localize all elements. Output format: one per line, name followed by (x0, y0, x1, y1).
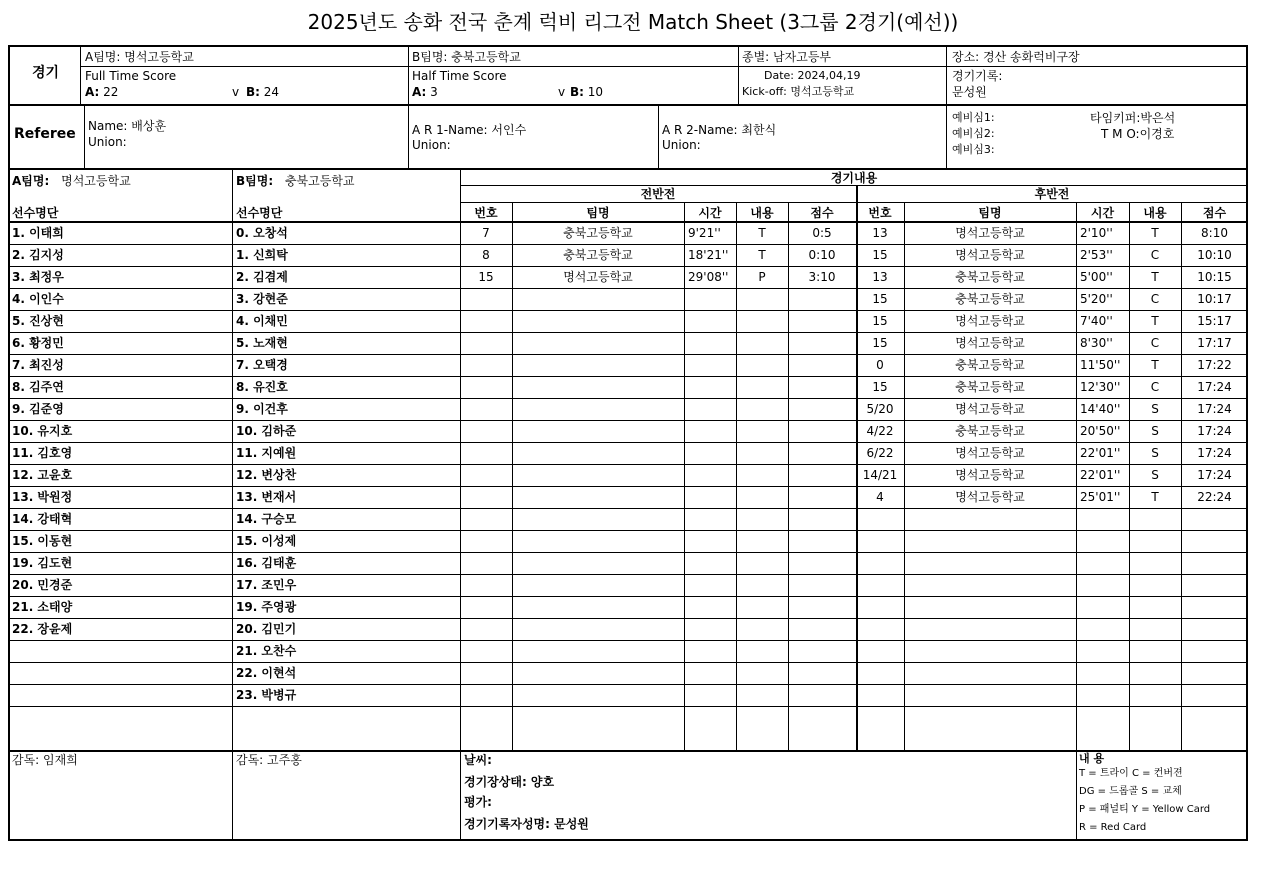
full-a-value: 22 (103, 85, 119, 99)
second-half-cell: 14/21 (862, 468, 898, 482)
table-row (10, 266, 1250, 288)
team-b-player: 3. 강현준 (236, 292, 288, 306)
table-row (10, 684, 1250, 706)
divider (10, 442, 1248, 443)
second-half-cell: T (1151, 270, 1159, 284)
second-half-cell: 명석고등학교 (955, 314, 1025, 328)
divider (1076, 202, 1077, 841)
team-b-player: 15. 이성제 (236, 534, 297, 548)
legend-line: R = Red Card (1079, 822, 1147, 833)
referee-union: Union: (88, 135, 127, 149)
table-row (10, 420, 1250, 442)
divider (10, 168, 1248, 170)
divider (232, 168, 233, 841)
first-half-cell: 0:10 (808, 248, 836, 262)
divider (946, 47, 947, 168)
second-half-cell: 13 (872, 270, 888, 284)
divider (10, 464, 1248, 465)
first-half-col-header: 번호 (474, 206, 498, 220)
first-half-cell: 3:10 (808, 270, 836, 284)
team-a-player: 3. 최정우 (12, 270, 64, 284)
divider (10, 104, 1248, 106)
team-a-player: 6. 황정민 (12, 336, 64, 350)
legend-title: 내 용 (1079, 752, 1105, 765)
full-time-a (85, 85, 118, 99)
table-row (10, 464, 1250, 486)
first-half-cell: 7 (482, 226, 490, 240)
table-row (10, 662, 1250, 684)
team-a-player: 8. 김주연 (12, 380, 64, 394)
team-a-player: 11. 김호영 (12, 446, 73, 460)
players-header-b: 선수명단 (236, 206, 283, 220)
second-half-cell: 17:24 (1197, 380, 1232, 394)
second-half-cell: 17:24 (1197, 468, 1232, 482)
divider (684, 202, 685, 751)
table-row (10, 596, 1250, 618)
second-half-cell: 충북고등학교 (955, 424, 1025, 438)
timekeeper: 타임키퍼:박은석 (1090, 111, 1176, 125)
second-half-cell: T (1151, 358, 1159, 372)
second-half-cell: S (1151, 468, 1159, 482)
half-b-value: 10 (587, 85, 604, 99)
team-b-player: 5. 노재현 (236, 336, 288, 350)
half-time-a (412, 85, 438, 99)
first-half-cell: 충북고등학교 (563, 248, 633, 262)
table-row (10, 574, 1250, 596)
first-half-cell: P (758, 270, 766, 284)
full-b-value: 24 (263, 85, 280, 99)
divider (10, 376, 1248, 377)
team-a-player: 19. 김도현 (12, 556, 73, 570)
second-half-cell: 명석고등학교 (955, 468, 1025, 482)
divider (10, 310, 1248, 311)
first-half-cell: T (758, 226, 766, 240)
second-half-cell: 2'10'' (1080, 226, 1113, 240)
ar1-name: A R 1-Name: 서인수 (412, 123, 527, 137)
second-half-cell: 14'40'' (1080, 402, 1121, 416)
team-b-player: 11. 지예원 (236, 446, 297, 460)
team-b-player: 4. 이채민 (236, 314, 288, 328)
tmo: T M O:이경호 (1101, 127, 1175, 141)
team-b-player: 7. 오택경 (236, 358, 288, 372)
category: 종별: 남자고등부 (742, 50, 832, 64)
team-b-player: 0. 오창석 (236, 226, 288, 240)
divider (658, 104, 659, 168)
second-half-cell: 명석고등학교 (955, 336, 1025, 350)
divider (788, 202, 789, 751)
table-row (10, 618, 1250, 640)
team-a-player: 9. 김준영 (12, 402, 64, 416)
second-half-cell: 5'20'' (1080, 292, 1113, 306)
field-condition: 경기장상태: 양호 (464, 775, 555, 789)
second-half-cell: 15 (872, 248, 888, 262)
second-half-col-header: 번호 (868, 206, 892, 220)
table-row (10, 486, 1250, 508)
venue: 장소: 경산 송화럭비구장 (952, 50, 1080, 64)
team-b-player: 21. 오찬수 (236, 644, 297, 658)
divider (10, 266, 1248, 267)
divider (738, 47, 739, 104)
table-row (10, 706, 1250, 728)
first-half-cell: 9'21'' (688, 226, 721, 240)
first-half-label: 전반전 (640, 187, 676, 201)
second-half-cell: 17:17 (1197, 336, 1232, 350)
second-half-cell: T (1151, 226, 1159, 240)
table-row (10, 508, 1250, 530)
second-half-cell: 충북고등학교 (955, 270, 1025, 284)
team-a-player: 20. 민경준 (12, 578, 73, 592)
divider (460, 185, 1248, 186)
reserve-2: 예비심2: (952, 127, 995, 140)
divider (84, 104, 85, 168)
team-a-player: 21. 소태양 (12, 600, 73, 614)
team-a-player: 7. 최진성 (12, 358, 64, 372)
table-row (10, 288, 1250, 310)
full-v: v (232, 85, 240, 99)
table-row (10, 552, 1250, 574)
divider (1129, 202, 1130, 751)
legend-line: DG = 드롭골 S = 교체 (1079, 786, 1182, 797)
divider (736, 202, 737, 751)
half-time-label: Half Time Score (412, 69, 507, 83)
team-a-player: 15. 이동현 (12, 534, 73, 548)
kickoff: Kick-off: 명석고등학교 (742, 85, 855, 98)
second-half-cell: 22:24 (1197, 490, 1232, 504)
coach-b: 감독: 고주홍 (236, 753, 302, 767)
team-a-player: 12. 고윤호 (12, 468, 73, 482)
divider (856, 185, 858, 751)
second-half-cell: 충북고등학교 (955, 292, 1025, 306)
second-half-cell: C (1150, 380, 1160, 394)
full-b-label: B: (246, 85, 260, 99)
second-half-cell: T (1151, 490, 1159, 504)
team-b-player: 19. 주영광 (236, 600, 297, 614)
team-b-name: B팀명: 충북고등학교 (412, 50, 521, 64)
recorder-sign: 경기기록자성명: 문성원 (464, 817, 589, 831)
second-half-cell: 12'30'' (1080, 380, 1121, 394)
divider (10, 574, 1248, 575)
table-row (10, 244, 1250, 266)
ar2-union: Union: (662, 138, 701, 152)
second-half-cell: 10:15 (1197, 270, 1232, 284)
table-row (10, 398, 1250, 420)
team-b-player: 1. 신희탁 (236, 248, 288, 262)
lineup-team-a (12, 174, 131, 188)
second-half-cell: 8'30'' (1080, 336, 1113, 350)
team-a-player (10, 684, 232, 706)
team-b-player: 12. 변상찬 (236, 468, 297, 482)
full-time-label: Full Time Score (85, 69, 177, 83)
second-half-cell: 7'40'' (1080, 314, 1113, 328)
table-row (10, 376, 1250, 398)
second-half-cell: 15 (872, 314, 888, 328)
first-half-cell: 15 (478, 270, 494, 284)
match-date: Date: 2024,04,19 (764, 69, 861, 82)
match-content-title: 경기내용 (830, 171, 878, 185)
half-a-label: A: (412, 85, 427, 99)
second-half-cell: 4 (876, 490, 884, 504)
divider (10, 750, 1248, 752)
divider (408, 47, 409, 104)
divider (10, 486, 1248, 487)
second-half-cell: 0 (876, 358, 884, 372)
first-half-col-header: 점수 (810, 206, 834, 220)
second-half-col-header: 내용 (1143, 206, 1167, 220)
second-half-col-header: 시간 (1090, 206, 1115, 220)
second-half-cell: 충북고등학교 (955, 380, 1025, 394)
second-half-cell: 15 (872, 336, 888, 350)
second-half-cell: 25'01'' (1080, 490, 1121, 504)
second-half-cell: T (1151, 314, 1159, 328)
second-half-cell: 17:24 (1197, 424, 1232, 438)
divider (10, 662, 1248, 663)
divider (10, 640, 1248, 641)
second-half-cell: 22'01'' (1080, 446, 1121, 460)
second-half-label: 후반전 (1034, 187, 1070, 201)
coach-a: 감독: 임재희 (12, 753, 78, 767)
legend-line: P = 패널티 Y = Yellow Card (1079, 804, 1211, 815)
match-sheet (8, 45, 1248, 841)
divider (80, 47, 81, 104)
second-half-col-header: 팀명 (978, 206, 1002, 220)
referee-name: Name: 배상훈 (88, 119, 167, 133)
first-half-cell: 8 (482, 248, 490, 262)
team-a-player: 4. 이인수 (12, 292, 64, 306)
reserve-1: 예비심1: (952, 111, 995, 124)
second-half-cell: 8:10 (1201, 226, 1228, 240)
second-half-cell: 명석고등학교 (955, 490, 1025, 504)
second-half-cell: 명석고등학교 (955, 446, 1025, 460)
divider (10, 552, 1248, 553)
second-half-cell: 5'00'' (1080, 270, 1113, 284)
team-a-player (10, 640, 232, 662)
team-a-player: 22. 장윤제 (12, 622, 73, 636)
first-half-cell: 명석고등학교 (563, 270, 633, 284)
lineup-team-a-name: 명석고등학교 (61, 174, 131, 188)
divider (10, 508, 1248, 509)
half-time-b (570, 85, 603, 99)
ar2-name: A R 2-Name: 최한식 (662, 123, 777, 137)
divider (460, 168, 461, 841)
second-half-cell: 17:22 (1197, 358, 1232, 372)
team-b-player: 9. 이건후 (236, 402, 288, 416)
lineup-team-b (236, 174, 355, 188)
second-half-cell: C (1150, 292, 1160, 306)
team-b-player: 17. 조민우 (236, 578, 297, 592)
half-v: v (558, 85, 566, 99)
second-half-cell: 22'01'' (1080, 468, 1121, 482)
referee-label: Referee (14, 126, 76, 142)
second-half-cell: 충북고등학교 (955, 358, 1025, 372)
players-header-a: 선수명단 (12, 206, 59, 220)
full-time-b (246, 85, 279, 99)
weather: 날씨: (464, 753, 492, 767)
team-b-player: 13. 변재서 (236, 490, 297, 504)
second-half-cell: 15:17 (1197, 314, 1232, 328)
team-b-player: 22. 이현석 (236, 666, 297, 680)
team-a-player: 10. 유지호 (12, 424, 73, 438)
second-half-cell: C (1150, 336, 1160, 350)
divider (10, 596, 1248, 597)
second-half-cell: 4/22 (866, 424, 894, 438)
second-half-cell: 17:24 (1197, 446, 1232, 460)
team-b-player: 20. 김민기 (236, 622, 297, 636)
divider (904, 202, 905, 751)
divider (512, 202, 513, 751)
team-b-player: 2. 김겸제 (236, 270, 288, 284)
second-half-cell: 10:17 (1197, 292, 1232, 306)
full-a-label: A: (85, 85, 100, 99)
team-a-player: 14. 강태혁 (12, 512, 73, 526)
reserve-3: 예비심3: (952, 143, 995, 156)
divider (10, 684, 1248, 685)
table-row (10, 222, 1250, 244)
table-row (10, 640, 1250, 662)
second-half-cell: 5/20 (866, 402, 894, 416)
second-half-cell: S (1151, 446, 1159, 460)
second-half-cell: 13 (872, 226, 888, 240)
second-half-cell: 17:24 (1197, 402, 1232, 416)
second-half-cell: S (1151, 424, 1159, 438)
second-half-cell: 15 (872, 292, 888, 306)
match-label: 경기 (32, 65, 60, 81)
team-a-player: 5. 진상현 (12, 314, 64, 328)
divider (10, 420, 1248, 421)
team-b-player: 16. 김태훈 (236, 556, 297, 570)
second-half-cell: 명석고등학교 (955, 226, 1025, 240)
team-a-player: 2. 김지성 (12, 248, 64, 262)
team-b-player: 8. 유진호 (236, 380, 288, 394)
first-half-col-header: 팀명 (586, 206, 610, 220)
team-a-name: A팀명: 명석고등학교 (85, 50, 194, 64)
second-half-cell: C (1150, 248, 1160, 262)
second-half-cell: S (1151, 402, 1159, 416)
second-half-cell: 명석고등학교 (955, 248, 1025, 262)
divider (10, 530, 1248, 531)
ar1-union: Union: (412, 138, 451, 152)
first-half-cell: T (758, 248, 766, 262)
table-row (10, 530, 1250, 552)
divider (408, 104, 409, 168)
team-a-player: 13. 박원정 (12, 490, 73, 504)
team-b-player: 23. 박병규 (236, 688, 297, 702)
divider (10, 244, 1248, 245)
divider (10, 706, 1248, 707)
team-a-player (10, 706, 232, 728)
divider (1181, 202, 1182, 751)
table-row (10, 354, 1250, 376)
half-a-value: 3 (430, 85, 438, 99)
divider (10, 354, 1248, 355)
lineup-team-a-label: A팀명: (12, 174, 50, 188)
second-half-cell: 11'50'' (1080, 358, 1121, 372)
lineup-team-b-name: 충북고등학교 (284, 174, 355, 188)
divider (10, 618, 1248, 619)
first-half-col-header: 내용 (750, 206, 774, 220)
table-row (10, 442, 1250, 464)
first-half-cell: 0:5 (812, 226, 832, 240)
second-half-cell: 2'53'' (1080, 248, 1113, 262)
legend-line: T = 트라이 C = 컨버젼 (1079, 768, 1183, 779)
divider (10, 398, 1248, 399)
team-b-player (234, 706, 460, 728)
team-a-player: 1. 이태희 (12, 226, 64, 240)
divider (10, 332, 1248, 333)
divider (10, 288, 1248, 289)
recorder: 문성원 (952, 85, 987, 99)
team-b-player: 14. 구승모 (236, 512, 297, 526)
table-row (10, 310, 1250, 332)
first-half-cell: 충북고등학교 (563, 226, 633, 240)
page-title: 2025년도 송화 전국 춘계 럭비 리그전 Match Sheet (3그룹 2경기(예선)) (307, 10, 959, 34)
team-a-player (10, 662, 232, 684)
second-half-cell: 15 (872, 380, 888, 394)
second-half-cell: 20'50'' (1080, 424, 1121, 438)
divider (80, 66, 1248, 67)
first-half-cell: 29'08'' (688, 270, 729, 284)
second-half-col-header: 점수 (1202, 206, 1227, 220)
table-row (10, 332, 1250, 354)
second-half-cell: 10:10 (1197, 248, 1232, 262)
second-half-cell: 6/22 (866, 446, 894, 460)
team-b-player: 10. 김하준 (236, 424, 297, 438)
lineup-team-b-label: B팀명: (236, 174, 274, 188)
evaluation: 평가: (464, 795, 492, 809)
first-half-col-header: 시간 (698, 206, 722, 220)
second-half-cell: 명석고등학교 (955, 402, 1025, 416)
record-label: 경기기록: (952, 69, 1003, 83)
half-b-label: B: (570, 85, 584, 99)
first-half-cell: 18'21'' (688, 248, 729, 262)
